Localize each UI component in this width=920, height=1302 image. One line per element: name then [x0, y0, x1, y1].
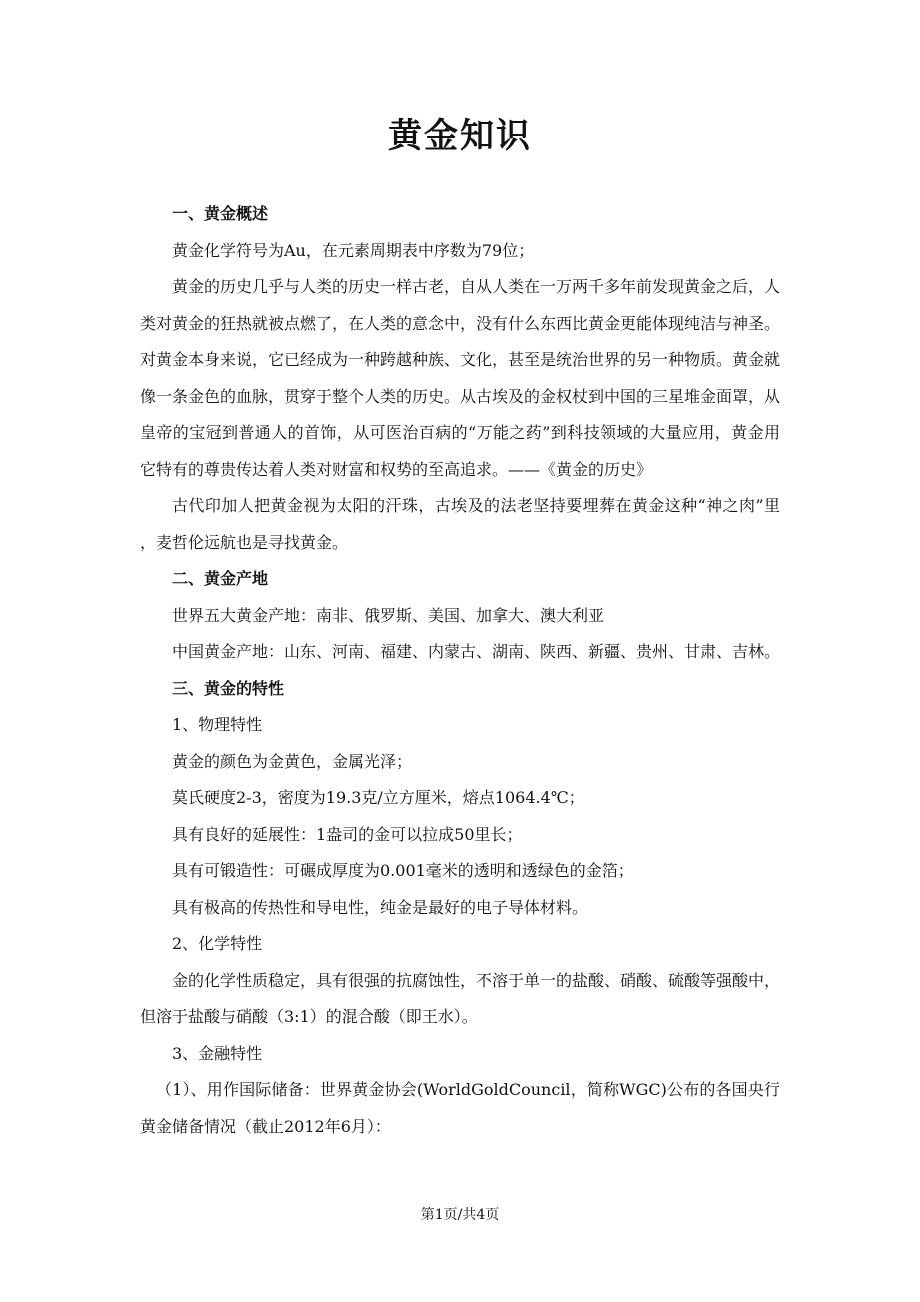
page-number: 第1页/共4页 [420, 1207, 500, 1223]
section-heading-origin: 二、黄金产地 [172, 569, 269, 588]
physical-paragraph-5: 具有极高的传热性和导电性，纯金是最好的电子导体材料。 [172, 897, 589, 917]
subheading-financial: 3、金融特性 [172, 1043, 263, 1063]
section-heading-properties: 三、黄金的特性 [172, 678, 285, 698]
section-heading-overview: 一、黄金概述 [172, 204, 269, 223]
subheading-chemical: 2、化学特性 [172, 934, 263, 953]
overview-paragraph-1: 黄金化学符号为Au，在元素周期表中序数为79位； [172, 240, 535, 260]
financial-paragraph-1: （1）、用作国际储备：世界黄金协会(WorldGoldCouncil，简称WGC)公布的各国央行黄金储备情况（截止2012年6月）： [140, 1080, 780, 1136]
origin-paragraph-2: 中国黄金产地：山东、河南、福建、内蒙古、湖南、陕西、新疆、贵州、甘肃、吉林。 [172, 642, 781, 661]
physical-paragraph-4: 具有可锻造性：可碾成厚度为0.001毫米的透明和透绿色的金箔； [172, 861, 634, 880]
physical-paragraph-2: 莫氏硬度2-3，密度为19.3克/立方厘米，熔点1064.4℃； [172, 788, 585, 807]
chemical-paragraph-1: 金的化学性质稳定，具有很强的抗腐蚀性，不溶于单一的盐酸、硝酸、硫酸等强酸中，但溶于盐酸与硝酸（3:1）的混合酸（即王水）。 [140, 970, 781, 1026]
overview-paragraph-2: 黄金的历史几乎与人类的历史一样古老，自从人类在一万两千多年前发现黄金之后，人类对黄金的狂热就被点燃了，在人类的意念中，没有什么东西比黄金更能体现纯洁与神圣。对黄金本身来说，它已经成为一种跨越种族、文化，甚至是统治世界的另一种物质。黄金就像一条金色的血脉，贯穿于整个人类的历史。从古埃及的金权杖到中国的三星堆金面罩，从皇帝的宝冠到普通人的首饰，从可医治百病的“万能之药”到科技领域的大量应用，黄金用它特有的尊贵传达着人类对财富和权势的至高追求。——《黄金的历史》 [140, 277, 781, 479]
origin-paragraph-1: 世界五大黄金产地：南非、俄罗斯、美国、加拿大、澳大利亚 [172, 605, 605, 625]
document-body [140, 196, 780, 1145]
overview-paragraph-3: 古代印加人把黄金视为太阳的汗珠，古埃及的法老坚持要埋葬在黄金这种“神之肉”里 ，麦哲伦远航也是寻找黄金。 [140, 496, 780, 552]
physical-paragraph-1: 黄金的颜色为金黄色，金属光泽； [172, 751, 413, 771]
physical-paragraph-3: 具有良好的延展性：1盎司的金可以拉成50里长； [172, 824, 523, 844]
page-title: 黄金知识 [388, 116, 532, 156]
subheading-physical: 1、物理特性 [172, 715, 263, 734]
